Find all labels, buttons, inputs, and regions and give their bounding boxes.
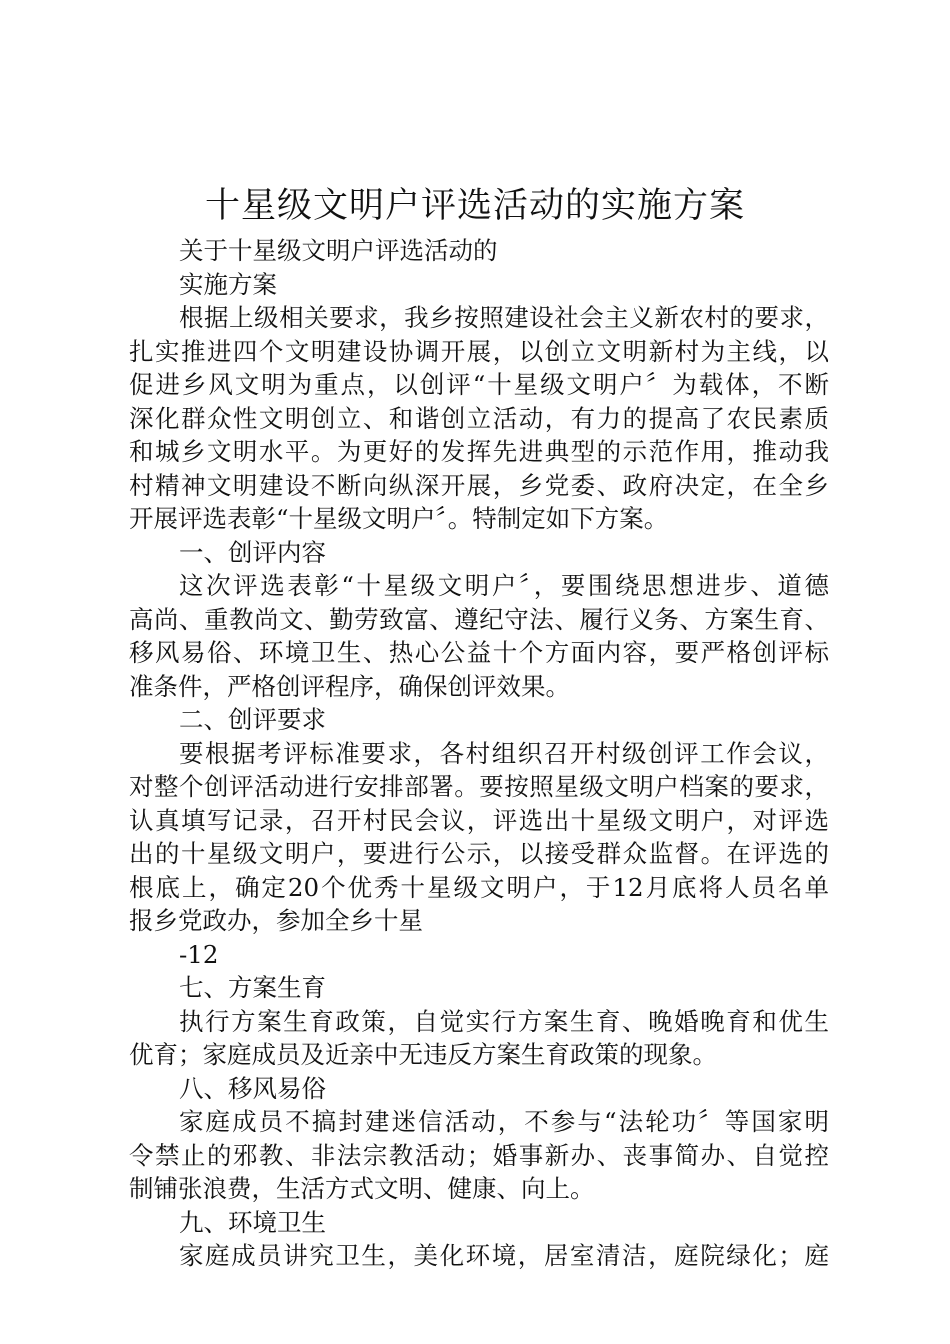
document-body	[129, 234, 829, 1273]
text-line: 移风易俗、环境卫生、热心公益十个方面内容，要严格创评标	[129, 638, 829, 667]
text-line: 扎实推进四个文明建设协调开展，以创立文明新村为主线，以	[129, 336, 829, 366]
text-line: 深化群众性文明创立、和谐创立活动，有力的提高了农民素质	[129, 403, 829, 433]
text-line: 九、环境卫生	[179, 1207, 326, 1237]
text-line: 这次评选表彰“十星级文明户〞，要围绕思想进步、道德	[179, 571, 829, 600]
text-line: 认真填写记录，召开村民会议，评选出十星级文明户，对评选	[129, 805, 829, 835]
text-line: 村精神文明建设不断向纵深开展，乡党委、政府决定，在全乡	[129, 470, 829, 500]
text-line: 二、创评要求	[179, 705, 326, 734]
text-line: 家庭成员不搞封建迷信活动，不参与“法轮功〞等国家明	[179, 1107, 829, 1136]
text-line: 执行方案生育政策，自觉实行方案生育、晚婚晚育和优生	[179, 1006, 829, 1036]
text-line: 要根据考评标准要求，各村组织召开村级创评工作会议，	[179, 738, 829, 768]
text-line: 报乡党政办，参加全乡十星	[129, 906, 423, 935]
text-line: 八、移风易俗	[179, 1073, 326, 1103]
text-line: 优育；家庭成员及近亲中无违反方案生育政策的现象。	[129, 1040, 717, 1069]
text-line: 家庭成员讲究卫生，美化环境，居室清洁，庭院绿化；庭	[179, 1241, 829, 1270]
text-line: 对整个创评活动进行安排部署。要按照星级文明户档案的要求，	[129, 772, 829, 801]
text-line: 准条件，严格创评程序，确保创评效果。	[129, 671, 570, 701]
document-title: 十星级文明户评选活动的实施方案	[204, 186, 745, 226]
text-line: 令禁止的邪教、非法宗教活动；婚事新办、丧事简办、自觉控	[129, 1140, 829, 1170]
text-line: 实施方案	[179, 269, 277, 299]
text-line: 出的十星级文明户，要进行公示，以接受群众监督。在评选的	[129, 839, 829, 868]
text-line: 促进乡风文明为重点，以创评“十星级文明户〞为载体，不断	[129, 370, 829, 399]
text-line: 七、方案生育	[179, 973, 326, 1002]
text-line: 开展评选表彰“十星级文明户〞。特制定如下方案。	[129, 504, 669, 533]
text-line: 根据上级相关要求，我乡按照建设社会主义新农村的要求，	[179, 303, 829, 332]
text-line: 根底上，确定20个优秀十星级文明户，于12月底将人员名单	[129, 872, 829, 902]
text-line: 关于十星级文明户评选活动的	[179, 236, 498, 265]
text-line: 一、创评内容	[179, 537, 326, 567]
text-line: 制铺张浪费，生活方式文明、健康、向上。	[129, 1174, 595, 1203]
text-line: -12	[179, 939, 219, 969]
text-line: 和城乡文明水平。为更好的发挥先进典型的示范作用，推动我	[129, 437, 829, 466]
text-line: 高尚、重教尚文、勤劳致富、遵纪守法、履行义务、方案生育、	[129, 604, 829, 634]
